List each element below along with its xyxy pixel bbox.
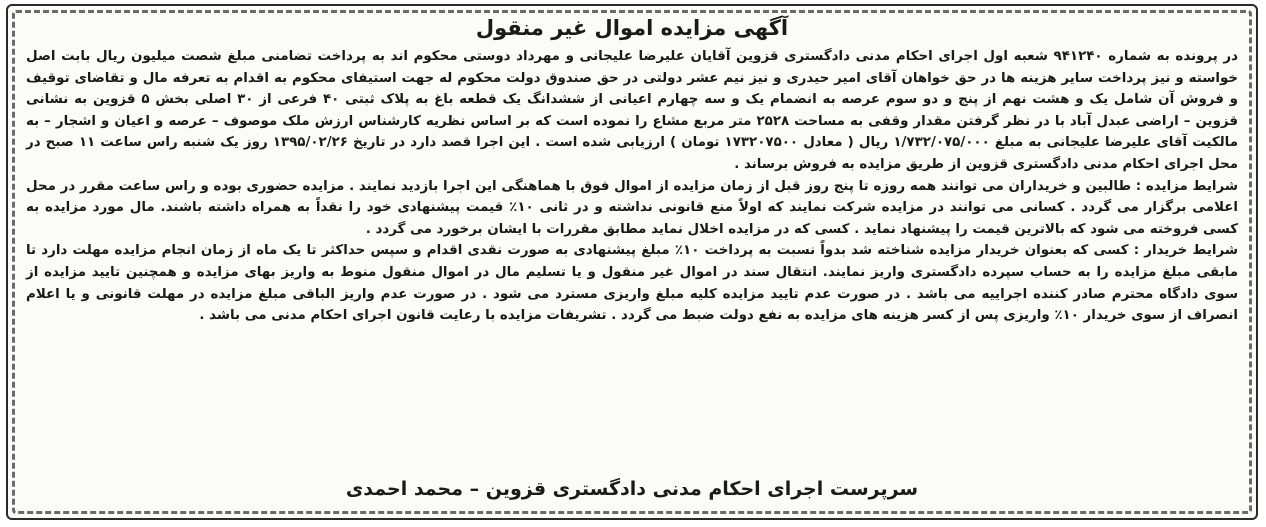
- auction-notice: [6, 4, 1258, 520]
- notice-paragraph-auction-conditions: شرایط مزایده : طالبین و خریداران می توانند همه روزه تا پنج روز قبل از زمان مزایده از اموال فوق با هماهنگی این اجرا بازدید نمایند . مزایده حضوری بوده و راس ساعت مقرر در محل اعلامی برگزار می گردد . کسانی می توانند در مزایده شرکت نمایند که اولاً منع قانونی نداشته و در ثانی ۱۰٪ قیمت پیشنهادی خود را نقداً به همراه داشته باشند. مال مورد مزایده به کسی فروخته می شود که بالاترین قیمت را پیشنهاد نماید . کسی که در مزایده اخلال نماید مطابق مقررات با ایشان برخورد می گردد .: [26, 178, 1238, 237]
- notice-paragraph-buyer-conditions: شرایط خریدار : کسی که بعنوان خریدار مزایده شناخته شد بدواً نسبت به پرداخت ۱۰٪ مبلغ پیشنهادی به صورت نقدی اقدام و سپس حداکثر تا یک ماه از زمان انجام مزایده مهلت دارد تا مابقی مبلغ مزایده را به حساب سپرده دادگستری واریز نمایند. انتقال سند در اموال غیر منقول و یا تسلیم مال در اموال منقول منوط به واریز بهای مزایده و همچنین تایید مزایده از سوی دادگاه محترم صادر کننده اجراییه می باشد . در صورت عدم تایید مزایده کلیه مبلغ واریزی مسترد می شود . در صورت عدم واریز الباقی مبلغ مزایده در مهلت قانونی و یا اعلام انصراف از سوی خریدار ۱۰٪ واریزی پس از کسر هزینه های مزایده به نفع دولت ضبط می گردد . تشریفات مزایده با رعایت قانون اجرای احکام مدنی می باشد .: [26, 243, 1238, 324]
- notice-title: آگهی مزایده اموال غیر منقول: [475, 16, 789, 40]
- notice-body: [26, 46, 1238, 327]
- notice-signature: سرپرست اجرای احکام مدنی دادگستری قزوین – محمد احمدی: [345, 478, 919, 500]
- notice-paragraph-case: در پرونده به شماره ۹۴۱۲۴۰ شعبه اول اجرای احکام مدنی دادگستری قزوین آقایان علیرضا علیجانی و مهرداد دوستی محکوم اند به پرداخت تضامنی مبلغ شصت میلیون ریال بابت اصل خواسته و نیز پرداخت سایر هزینه ها در حق خواهان آقای امیر حیدری و نیز نیم عشر دولتی در حق صندوق دولت محکوم له جهت استیفای محکوم به اقدام به تعرفه مال و تقاضای توقیف و فروش آن شامل یک و هشت نهم از پنج و دو سوم عرصه به انضمام یک و سه چهارم اعیانی از ششدانگ یک قطعه باغ به پلاک ثبتی ۴۰ فرعی از ۳۰ اصلی بخش ۵ قزوین به نشانی قزوین – اراضی عبدل آباد با در نظر گرفتن مقدار وقفی به مساحت ۲۵۲۸ متر مربع مشاع را نموده است که بر اساس نظریه کارشناس ارزش ملک موصوف – عرصه و اعیان و اشجار – به مالکیت آقای علیرضا علیجانی به مبلغ ۱/۷۳۲/۰۷۵/۰۰۰ ریال ( معادل ۱۷۳۲۰۷۵۰۰ تومان ) ارزیابی شده است . این اجرا قصد دارد در تاریخ ۱۳۹۵/۰۲/۲۶ روز یک شنبه راس ساعت ۱۱ صبح در محل اجرای احکام مدنی دادگستری قزوین از طریق مزایده به فروش برساند .: [26, 49, 1239, 172]
